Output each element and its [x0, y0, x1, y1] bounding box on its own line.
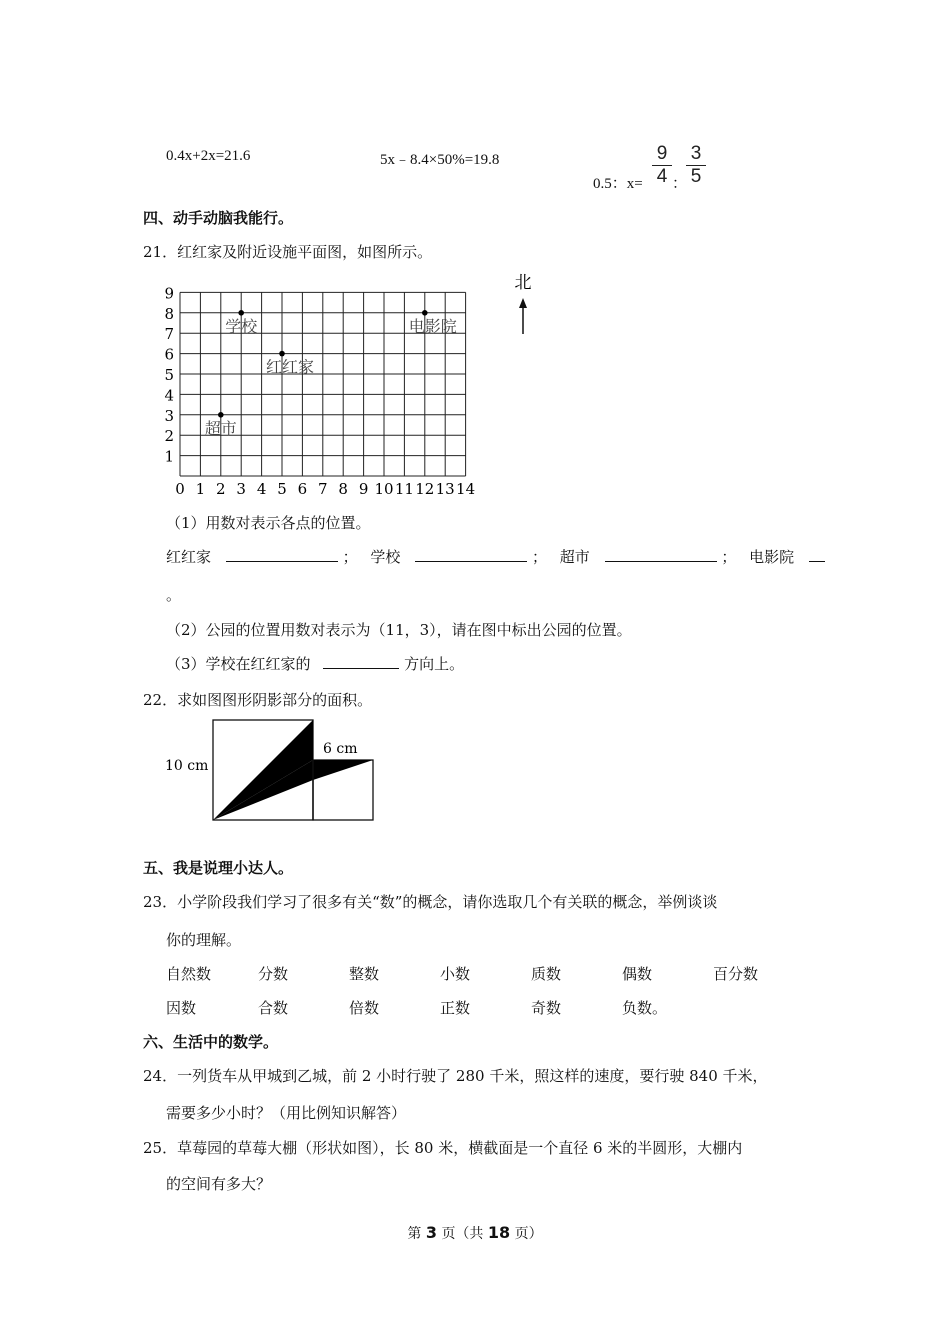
- separator: ；: [531, 548, 547, 566]
- x-tick-label: 14: [456, 480, 476, 498]
- question-24-line2: 需要多少小时？（用比例知识解答）: [166, 1104, 407, 1122]
- blank-cinema[interactable]: [809, 547, 825, 562]
- label-10cm: 10 cm: [165, 758, 209, 774]
- concept-item: 自然数: [166, 965, 212, 983]
- x-tick-label: 5: [277, 480, 287, 498]
- concept-item: 负数。: [622, 999, 668, 1017]
- x-tick-label: 13: [435, 480, 455, 498]
- grid-point-marker: [279, 351, 285, 357]
- x-tick-label: 8: [338, 480, 348, 498]
- concept-item: 合数: [258, 999, 289, 1017]
- grid-point-label: 超市: [204, 418, 237, 438]
- equation-3-prefix: 0.5：x=: [593, 176, 643, 192]
- y-tick-label: 4: [164, 386, 174, 405]
- blank-market[interactable]: [605, 547, 717, 562]
- x-tick-label: 4: [256, 480, 267, 498]
- section-4-title: 四、动手动脑我能行。: [143, 209, 294, 227]
- section-5-title: 五、我是说理小达人。: [143, 859, 294, 877]
- question-23-line1: 23．小学阶段我们学习了很多有关“数”的概念，请你选取几个有关联的概念，举例谈谈: [143, 893, 718, 911]
- y-axis-labels: [164, 284, 174, 465]
- x-tick-label: 3: [236, 480, 246, 498]
- label-cinema: 电影院: [749, 548, 795, 566]
- concept-item: 偶数: [622, 965, 653, 983]
- y-tick-label: 5: [164, 366, 174, 384]
- page-footer: [0, 1223, 950, 1243]
- concept-item: 奇数: [531, 999, 562, 1017]
- x-tick-label: 11: [394, 480, 414, 498]
- q21-sub2: （2）公园的位置用数对表示为（11，3），请在图中标出公园的位置。: [166, 621, 632, 639]
- x-tick-label: 1: [195, 480, 206, 498]
- x-tick-label: 2: [216, 480, 226, 498]
- grid-point-label: 电影院: [408, 316, 457, 336]
- footer-page-number: 3: [425, 1223, 437, 1242]
- q21-sub1-end: 。: [166, 586, 182, 604]
- concept-item: 质数: [531, 965, 562, 983]
- fraction-1-numerator: 9: [656, 143, 668, 164]
- concept-item: 小数: [440, 965, 471, 983]
- footer-middle: 页（共: [441, 1226, 484, 1242]
- footer-suffix: 页）: [514, 1226, 543, 1242]
- label-school: 学校: [370, 548, 401, 566]
- x-tick-label: 7: [318, 480, 328, 498]
- grid-point-marker: [218, 412, 224, 418]
- x-tick-label: 10: [374, 480, 394, 498]
- x-tick-label: 6: [297, 480, 308, 498]
- concept-item: 正数: [440, 999, 471, 1017]
- y-tick-label: 2: [164, 427, 174, 446]
- equation-2: 5x﹣8.4×50%=19.8: [380, 152, 500, 168]
- separator: ；: [342, 548, 358, 566]
- question-25-line2: 的空间有多大？: [166, 1175, 272, 1193]
- grid-point-marker: [238, 310, 244, 316]
- coordinate-grid-figure: [150, 262, 550, 502]
- q21-sub3-before: （3）学校在红红家的: [166, 655, 311, 673]
- question-22-text: 22．求如图图形阴影部分的面积。: [143, 691, 373, 709]
- footer-total-pages: 18: [487, 1223, 511, 1242]
- fraction-2-denominator: 5: [690, 166, 702, 187]
- q21-sub1-answers: [166, 546, 825, 567]
- y-tick-label: 3: [164, 406, 174, 425]
- north-label: 北: [514, 273, 532, 293]
- north-arrowhead-icon: [519, 298, 527, 308]
- grid-point-label: 学校: [225, 316, 258, 336]
- question-24-line1: 24．一列货车从甲城到乙城，前 2 小时行驶了 280 千米，照这样的速度，要行驶 840 千米，: [143, 1067, 768, 1085]
- concept-item: 整数: [349, 965, 380, 983]
- equation-3-fraction-2: [686, 144, 706, 187]
- label-home: 红红家: [166, 548, 212, 566]
- label-6cm: 6 cm: [323, 741, 358, 757]
- shaded-area-figure: [160, 712, 380, 824]
- y-tick-label: 8: [164, 304, 174, 323]
- equation-3-separator: ：: [672, 176, 688, 192]
- x-tick-label: 0: [175, 480, 185, 498]
- concept-item: 因数: [166, 999, 197, 1017]
- question-23-line2: 你的理解。: [166, 931, 242, 949]
- label-market: 超市: [559, 548, 590, 566]
- grid-point-label: 红红家: [266, 357, 315, 377]
- blank-direction[interactable]: [323, 654, 399, 669]
- question-25-line1: 25．草莓园的草莓大棚（形状如图），长 80 米，横截面是一个直径 6 米的半圆形，大棚内: [143, 1139, 743, 1157]
- equation-3-fraction-1: [652, 144, 672, 187]
- y-tick-label: 7: [164, 325, 174, 344]
- separator: ；: [721, 548, 737, 566]
- footer-prefix: 第: [407, 1226, 422, 1242]
- question-21-text: 21．红红家及附近设施平面图，如图所示。: [143, 243, 433, 261]
- fraction-2-numerator: 3: [690, 143, 702, 164]
- fraction-1-denominator: 4: [656, 166, 668, 187]
- section-6-title: 六、生活中的数学。: [143, 1033, 279, 1051]
- y-tick-label: 6: [164, 345, 174, 364]
- x-tick-label: 9: [358, 480, 369, 498]
- q21-sub1: （1）用数对表示各点的位置。: [166, 514, 371, 532]
- x-tick-label: 12: [415, 480, 435, 498]
- grid-point-marker: [422, 310, 428, 316]
- concept-item: 分数: [258, 965, 289, 983]
- concept-item: 倍数: [349, 999, 380, 1017]
- equation-1: 0.4x+2x=21.6: [166, 148, 251, 164]
- q21-sub3-after: 方向上。: [404, 655, 465, 673]
- x-axis-labels: [175, 480, 475, 498]
- y-tick-label: 9: [164, 284, 174, 303]
- blank-home[interactable]: [226, 547, 338, 562]
- blank-school[interactable]: [415, 547, 527, 562]
- q21-sub3: [166, 653, 464, 674]
- concept-item: 百分数: [713, 965, 759, 983]
- y-tick-label: 1: [164, 447, 174, 466]
